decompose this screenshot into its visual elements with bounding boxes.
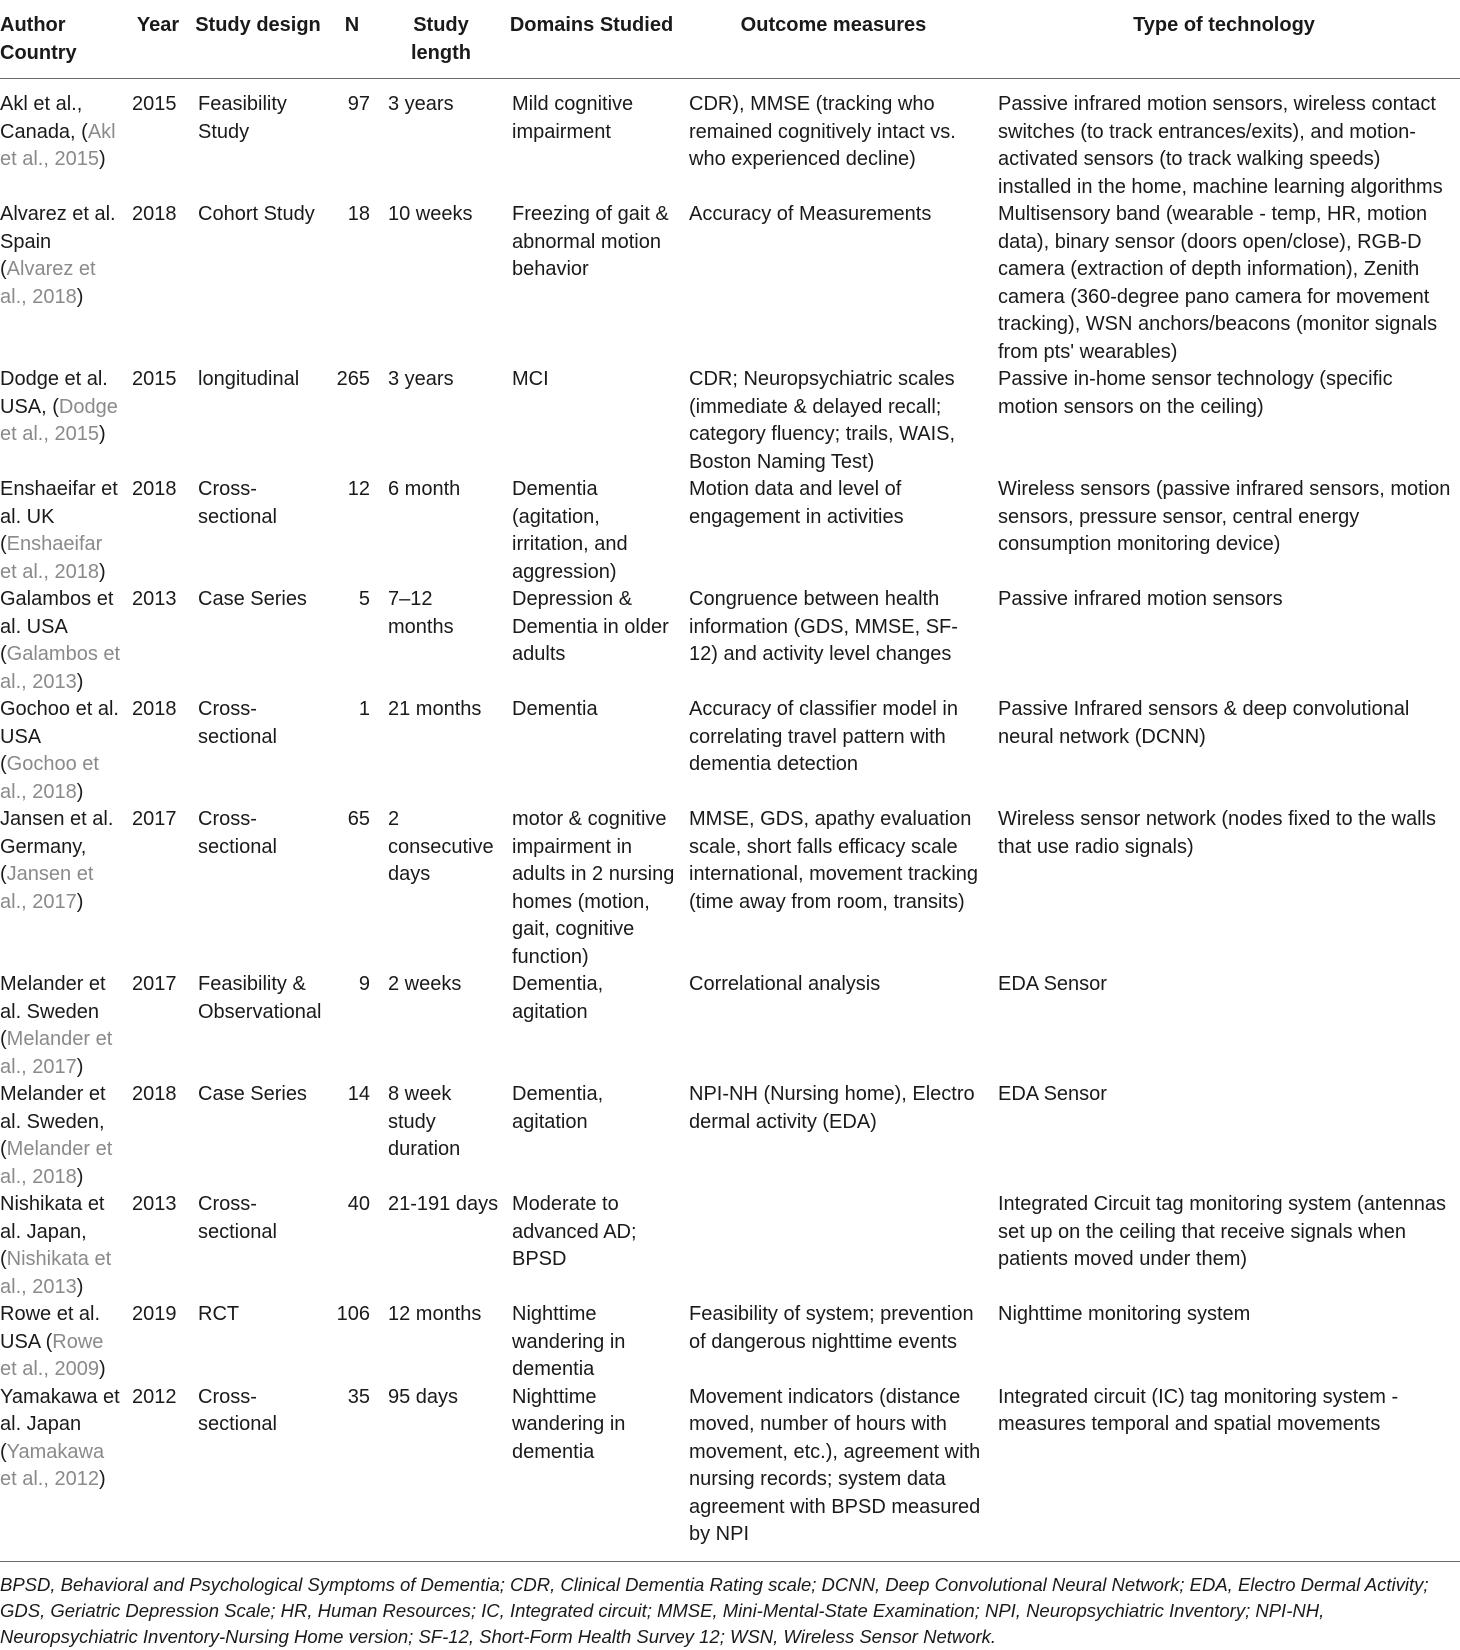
cell-length: 21 months [388,698,482,720]
cell-author [0,806,126,971]
cell-author [0,696,126,806]
cell-n: 14 [347,1083,370,1105]
cell-domains: motor & cognitive impairment in adults in 2 nursing homes (motion, gait, cognitive function) [512,808,675,968]
cell-length: 10 weeks [388,203,473,225]
cell-technology: Passive in-home sensor technology (specific motion sensors on the ceiling) [998,368,1393,418]
table-footnote: BPSD, Behavioral and Psychological Symptoms of Dementia; CDR, Clinical Dementia Rating scale; DCNN, Deep Convolutional Neural Network; EDA, Electro Dermal Activity; GDS, Geriatric Depression Scale; HR, Human Resources; IC, Integrated circuit; MMSE, Mini-Mental-State Examination; NPI, Neuropsychiatric Inventory; NPI-NH, Neuropsychiatric Inventory-Nursing Home version; SF-12, Short-Form Health Survey 12; WSN, Wireless Sensor Network. [0,1573,1429,1647]
citation-link[interactable]: Gochoo et al., 2018 [0,753,99,803]
cell-technology: Integrated circuit (IC) tag monitoring system - measures temporal and spatial movements [988,1384,1460,1562]
cell-outcomes: Feasibility of system; prevention of dangerous nighttime events [689,1303,974,1353]
cell-n: 40 [347,1193,370,1215]
citation-link[interactable]: Alvarez et al., 2018 [0,258,96,308]
author-text: Galambos et al. USA ( [0,588,114,665]
cell-outcomes: Accuracy of Measurements [689,203,932,225]
cell-domains: Nighttime wandering in dementia [504,1384,679,1562]
table-row [0,806,1460,971]
cell-year: 2017 [132,973,177,995]
cell-technology: Passive infrared motion sensors [998,588,1283,610]
table-row [0,971,1460,1081]
cell-length: 8 week study duration [388,1083,461,1160]
cell-year: 2015 [132,93,177,115]
cell-author [0,1191,126,1301]
cell-year: 2013 [132,588,177,610]
author-text: Melander et al. Sweden ( [0,973,106,1050]
cell-outcomes: Accuracy of classifier model in correlating travel pattern with dementia detection [689,698,958,775]
cell-design: Cross-sectional [198,1193,277,1243]
author-text-end: ) [98,423,106,445]
cell-domains: Moderate to advanced AD; BPSD [512,1193,637,1270]
cell-domains: Dementia, agitation [512,1083,604,1133]
cell-outcomes: MMSE, GDS, apathy evaluation scale, short falls efficacy scale international, movement tracking (time away from room, transits) [689,808,979,913]
cell-domains: Dementia [512,698,598,720]
cell-author [0,476,126,586]
cell-design: Cross-sectional [190,1384,326,1562]
cell-year: 2017 [132,808,177,830]
author-text: Yamakawa et al. Japan ( [0,1385,120,1463]
cell-design: Cross-sectional [198,478,277,528]
author-text-end: ) [76,1165,84,1188]
cell-domains: Dementia, agitation [512,973,604,1023]
cell-n: 5 [358,588,370,610]
citation-link[interactable]: Enshaeifar et al., 2018 [0,533,103,583]
author-text-end: ) [98,560,106,583]
cell-technology: EDA Sensor [998,1083,1107,1105]
cell-technology: Wireless sensor network (nodes fixed to the walls that use radio signals) [998,808,1436,858]
header-author: Author Country [0,0,126,79]
cell-year: 2019 [132,1303,177,1325]
cell-author [0,1301,126,1384]
cell-technology: Wireless sensors (passive infrared sensors, motion sensors, pressure sensor, central energy consumption monitoring device) [998,478,1451,555]
author-text-end: ) [98,148,106,170]
table-row [0,586,1460,696]
cell-length: 12 months [388,1303,482,1325]
cell-design: Cross-sectional [198,698,277,748]
cell-n: 9 [358,973,370,995]
cell-n: 106 [336,1303,370,1325]
cell-technology: EDA Sensor [998,973,1107,995]
author-text-end: ) [76,780,84,803]
author-text: Jansen et al. Germany, ( [0,808,114,885]
cell-domains: Freezing of gait & abnormal motion behavior [512,203,669,280]
author-text-end: ) [76,670,84,693]
cell-year: 2018 [132,203,177,225]
author-text: Dodge et al. USA, ( [0,368,108,418]
author-text: Alvarez et al. Spain ( [0,203,116,280]
table-header [0,0,1460,79]
cell-design: Case Series [198,1083,307,1105]
cell-year: 2018 [132,698,177,720]
cell-design: Feasibility & Observational [198,973,322,1023]
cell-design: RCT [198,1303,240,1325]
cell-author [0,79,126,202]
cell-author [0,366,126,476]
cell-design: Cohort Study [198,203,315,225]
citation-link[interactable]: Jansen et al., 2017 [0,863,94,913]
cell-n: 97 [347,93,370,115]
header-n: N [326,0,378,79]
cell-technology: Multisensory band (wearable - temp, HR, motion data), binary sensor (doors open/close), RGB-D camera (extraction of depth information), Zenith camera (360-degree pano camera for movement tracking), WSN anchors/beacons (monitor signals from pts' wearables) [998,203,1438,363]
cell-author [0,201,126,366]
citation-link[interactable]: Nishikata et al., 2013 [0,1248,112,1298]
cell-outcomes: Motion data and level of engagement in activities [689,478,904,528]
table-row [0,201,1460,366]
header-year: Year [126,0,190,79]
cell-author [0,1384,126,1562]
cell-length: 21-191 days [388,1193,499,1215]
cell-design: Cross-sectional [198,808,277,858]
header-design: Study design [190,0,326,79]
cell-design: Case Series [198,588,307,610]
table-row [0,476,1460,586]
cell-outcomes: Congruence between health information (GDS, MMSE, SF-12) and activity level changes [689,588,958,665]
author-text-end: ) [76,1055,84,1078]
cell-author [0,1081,126,1191]
cell-outcomes: Correlational analysis [689,973,881,995]
table-row [0,366,1460,476]
author-text: Melander et al. Sweden, ( [0,1083,106,1160]
cell-technology: Integrated Circuit tag monitoring system (antennas set up on the ceiling that receive signals when patients moved under them) [998,1193,1446,1270]
author-text-end: ) [76,285,84,308]
cell-year: 2013 [132,1193,177,1215]
cell-length: 2 weeks [388,973,462,995]
citation-link[interactable]: Dodge et al., 2015 [0,395,118,445]
cell-n: 18 [347,203,370,225]
header-technology: Type of technology [988,0,1460,79]
citation-link[interactable]: Yamakawa et al., 2012 [0,1440,105,1490]
author-text-end: ) [76,890,84,913]
cell-author [0,971,126,1081]
header-length: Study length [378,0,504,79]
cell-domains: Dementia (agitation, irritation, and aggression) [512,478,628,583]
table-body [0,79,1460,1562]
cell-domains: Mild cognitive impairment [512,93,634,143]
cell-design: longitudinal [198,368,300,390]
cell-domains: Depression & Dementia in older adults [512,588,669,665]
citation-link[interactable]: Akl et al., 2015 [0,120,116,170]
cell-length: 95 days [378,1384,504,1562]
table-row [0,696,1460,806]
author-text: Gochoo et al. USA ( [0,698,119,775]
citation-link[interactable]: Galambos et al., 2013 [0,643,121,693]
cell-length: 3 years [388,368,454,390]
cell-length: 3 years [388,93,454,115]
cell-year: 2015 [132,368,177,390]
citation-link[interactable]: Rowe et al., 2009 [0,1330,104,1380]
cell-length: 2 consecutive days [388,808,494,885]
author-text: Akl et al., Canada, ( [0,93,88,143]
cell-author [0,586,126,696]
author-text: Rowe et al. USA ( [0,1303,101,1353]
table-row [0,1081,1460,1191]
author-text-end: ) [76,1275,84,1298]
cell-technology: Nighttime monitoring system [998,1303,1251,1325]
cell-length: 6 month [388,478,461,500]
author-text-end: ) [98,1468,106,1490]
cell-outcomes: CDR), MMSE (tracking who remained cognitively intact vs. who experienced decline) [689,93,956,170]
cell-technology: Passive Infrared sensors & deep convolutional neural network (DCNN) [998,698,1410,748]
cell-year: 2018 [132,478,177,500]
citation-link[interactable]: Melander et al., 2018 [0,1138,113,1188]
cell-outcomes [679,1191,988,1301]
cell-n: 65 [347,808,370,830]
cell-n: 1 [358,698,370,720]
citation-link[interactable]: Melander et al., 2017 [0,1028,113,1078]
cell-outcomes: NPI-NH (Nursing home), Electro dermal activity (EDA) [689,1083,975,1133]
cell-n: 35 [326,1384,378,1562]
cell-year: 2012 [126,1384,190,1562]
table-row [0,1384,1460,1562]
header-outcomes: Outcome measures [679,0,988,79]
table-row [0,79,1460,202]
table-row [0,1301,1460,1384]
cell-n: 12 [347,478,370,500]
cell-design: Feasibility Study [198,93,287,143]
header-domains: Domains Studied [504,0,679,79]
author-text: Enshaeifar et al. UK ( [0,478,118,555]
author-text-end: ) [98,1358,106,1380]
cell-outcomes: Movement indicators (distance moved, number of hours with movement, etc.), agreement with nursing records; system data agreement with BPSD measured by NPI [679,1384,988,1562]
cell-year: 2018 [132,1083,177,1105]
table-row [0,1191,1460,1301]
cell-technology: Passive infrared motion sensors, wireless contact switches (to track entrances/exits), and motion-activated sensors (to track walking speeds) installed in the home, machine learning algorithms [998,93,1443,198]
cell-domains: MCI [512,368,549,390]
header-row [0,0,1460,79]
author-text: Nishikata et al. Japan, ( [0,1193,105,1270]
cell-n: 265 [336,368,370,390]
cell-domains: Nighttime wandering in dementia [512,1303,626,1380]
cell-length: 7–12 months [388,588,454,638]
cell-outcomes: CDR; Neuropsychiatric scales (immediate & delayed recall; category fluency; trails, WAIS, Boston Naming Test) [689,368,956,473]
